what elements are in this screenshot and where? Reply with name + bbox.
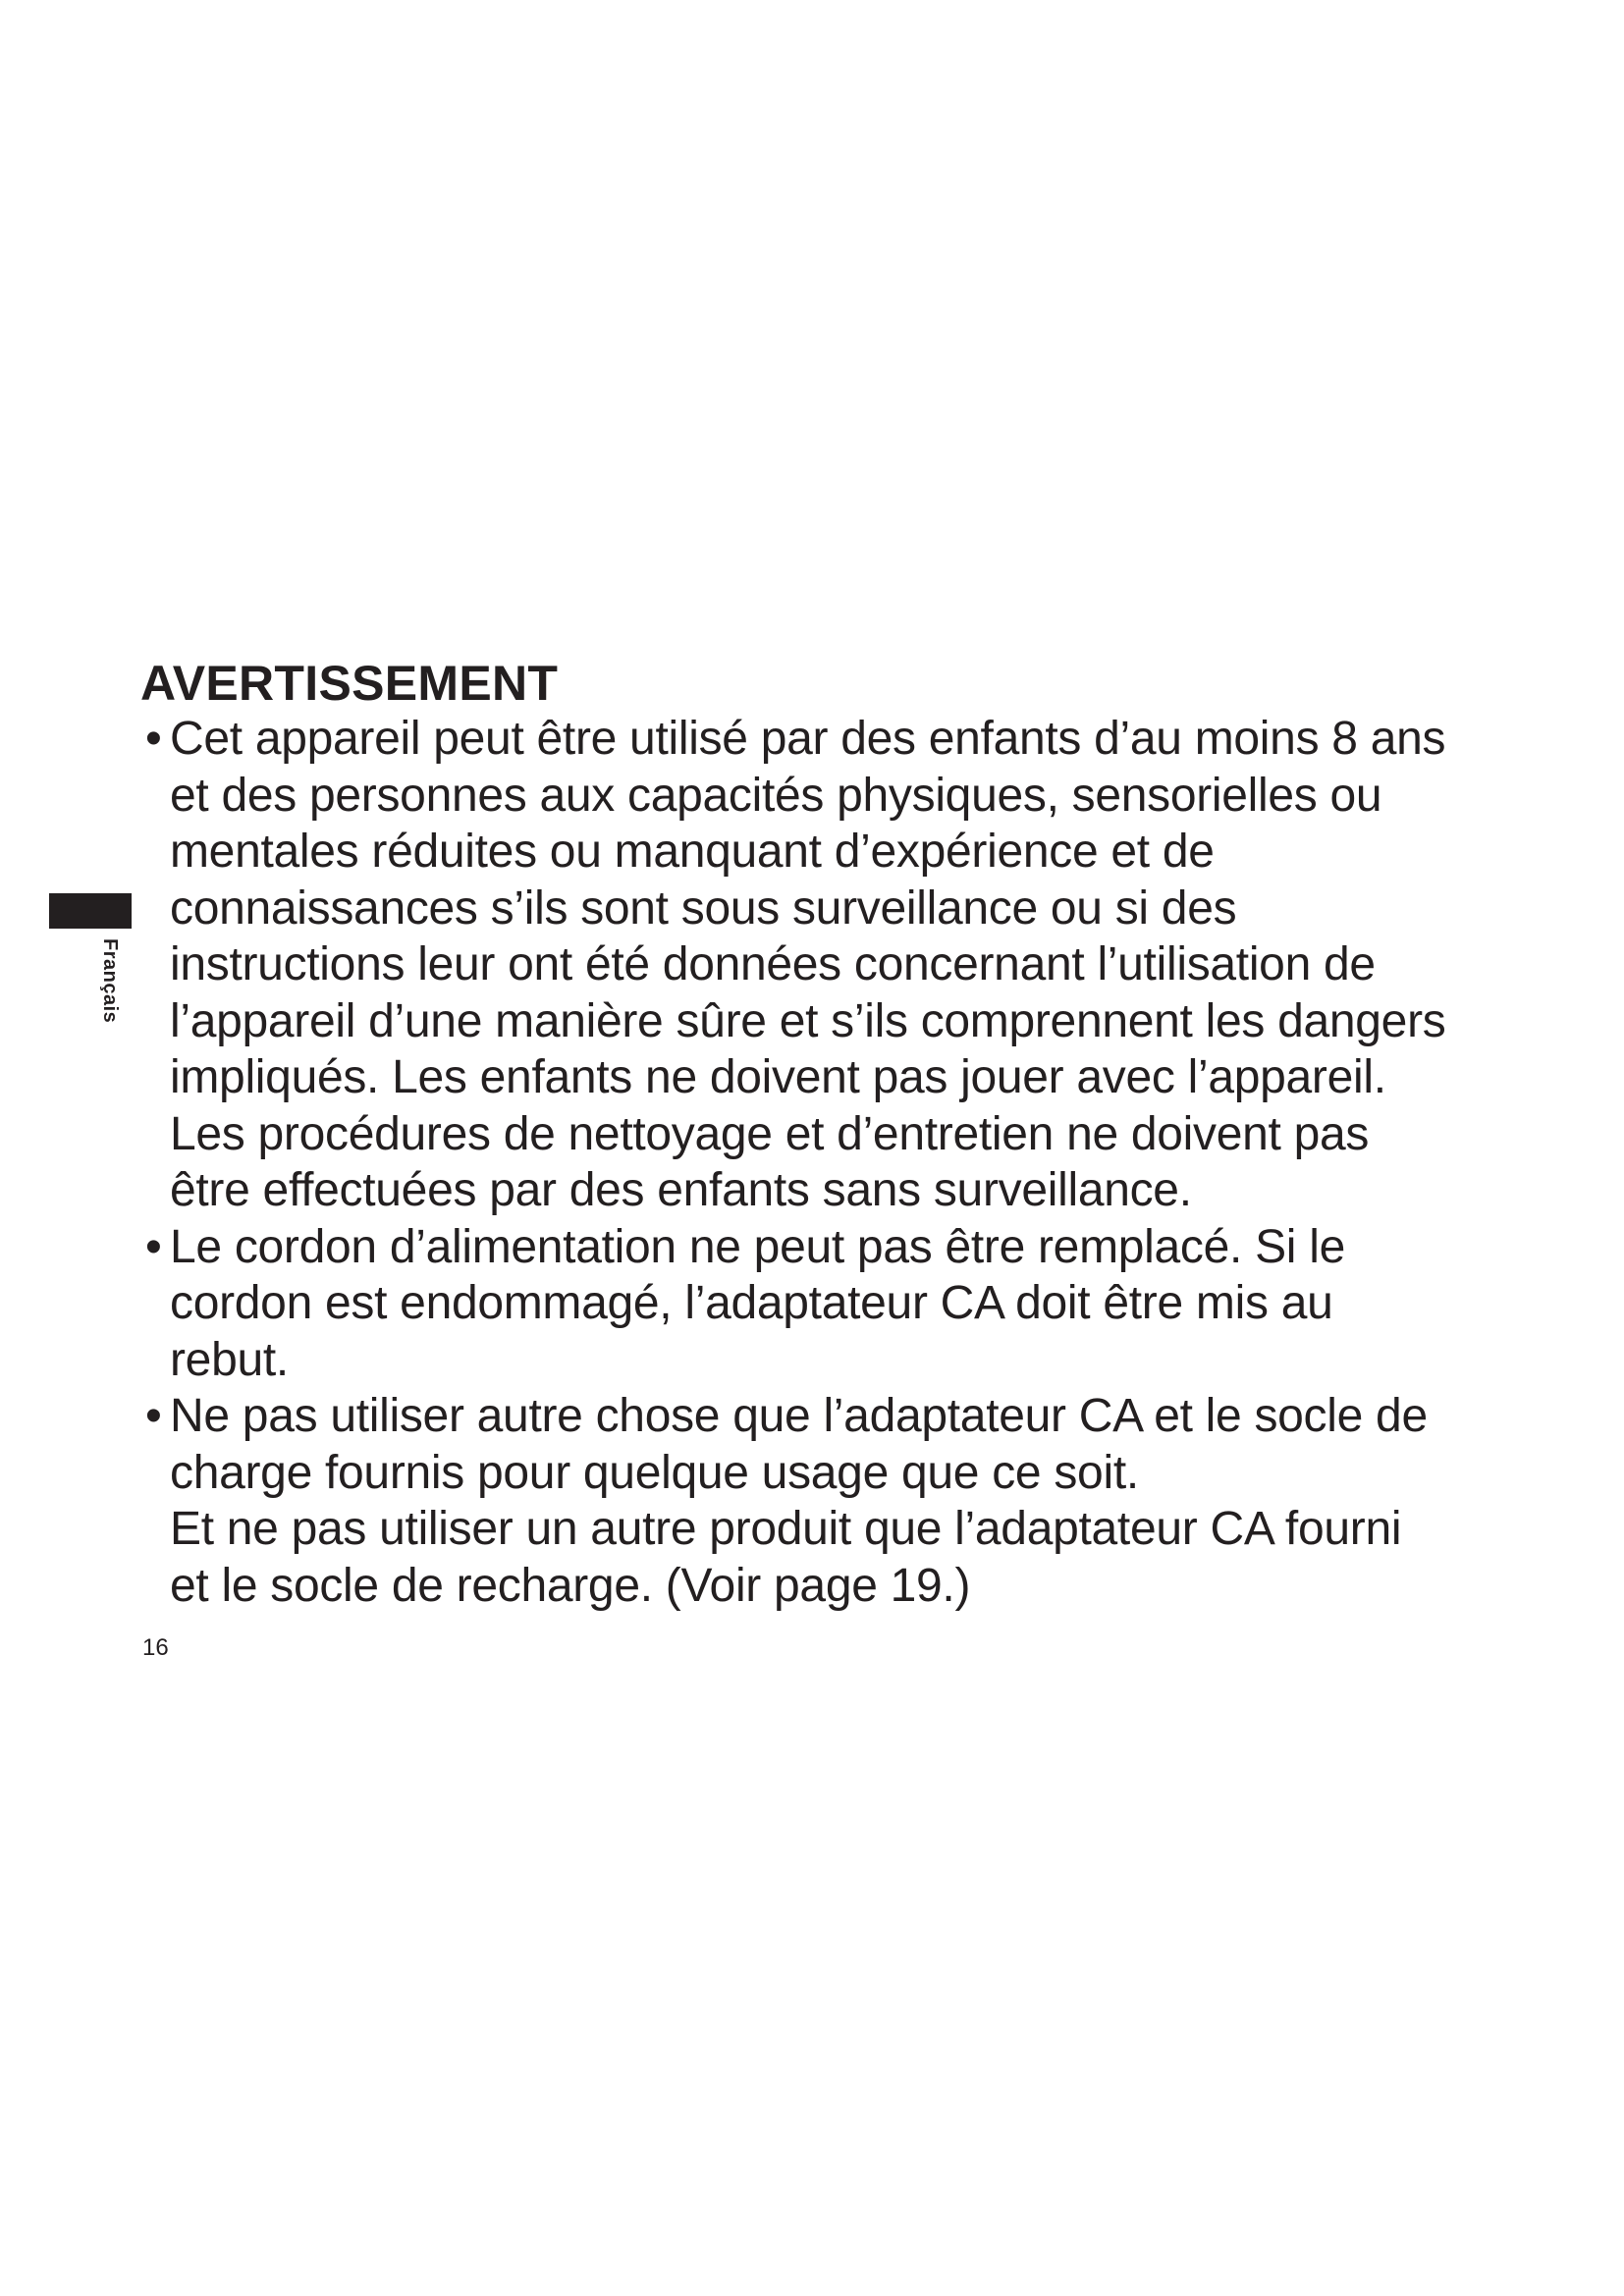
language-tab-label: Français: [99, 938, 121, 1024]
warning-text-line: l’appareil d’une manière sûre et s’ils comprennent les dangers: [170, 994, 1446, 1047]
warning-item: [140, 1219, 1515, 1389]
warning-text-line: Et ne pas utiliser un autre produit que l’adaptateur CA fourni: [170, 1503, 1402, 1555]
warning-text-line: impliqués. Les enfants ne doivent pas jouer avec l’appareil.: [170, 1051, 1386, 1103]
bullet-icon: •: [145, 713, 162, 765]
warning-text-line: mentales réduites ou manquant d’expérience et de: [170, 826, 1215, 878]
warning-text-line: cordon est endommagé, l’adaptateur CA doit être mis au: [170, 1277, 1333, 1329]
warning-heading: AVERTISSEMENT: [140, 656, 559, 711]
page-number: 16: [142, 1634, 169, 1661]
bullet-icon: •: [145, 1220, 162, 1273]
warning-text-line: Cet appareil peut être utilisé par des enfants d’au moins 8 ans: [170, 713, 1446, 765]
warning-text-line: être effectuées par des enfants sans surveillance.: [170, 1164, 1192, 1216]
warning-text-line: Les procédures de nettoyage et d’entretien ne doivent pas: [170, 1107, 1370, 1160]
warning-text-line: rebut.: [170, 1333, 289, 1386]
warning-item: [140, 711, 1515, 1219]
warning-text-line: et des personnes aux capacités physiques, sensorielles ou: [170, 769, 1382, 822]
language-tab-marker: [49, 893, 132, 929]
warning-text-line: instructions leur ont été données concernant l’utilisation de: [170, 938, 1376, 990]
warning-item: [140, 1388, 1515, 1614]
warning-text-line: connaissances s’ils sont sous surveillance ou si des: [170, 881, 1237, 934]
bullet-icon: •: [145, 1390, 162, 1442]
warning-text-line: et le socle de recharge. (Voir page 19.): [170, 1559, 971, 1612]
warning-text-line: charge fournis pour quelque usage que ce soit.: [170, 1446, 1139, 1499]
warning-text-line: Ne pas utiliser autre chose que l’adaptateur CA et le socle de: [170, 1390, 1428, 1442]
warning-list: [140, 711, 1515, 1614]
warning-section: [140, 656, 1515, 1614]
warning-text-line: Le cordon d’alimentation ne peut pas être remplacé. Si le: [170, 1220, 1345, 1273]
